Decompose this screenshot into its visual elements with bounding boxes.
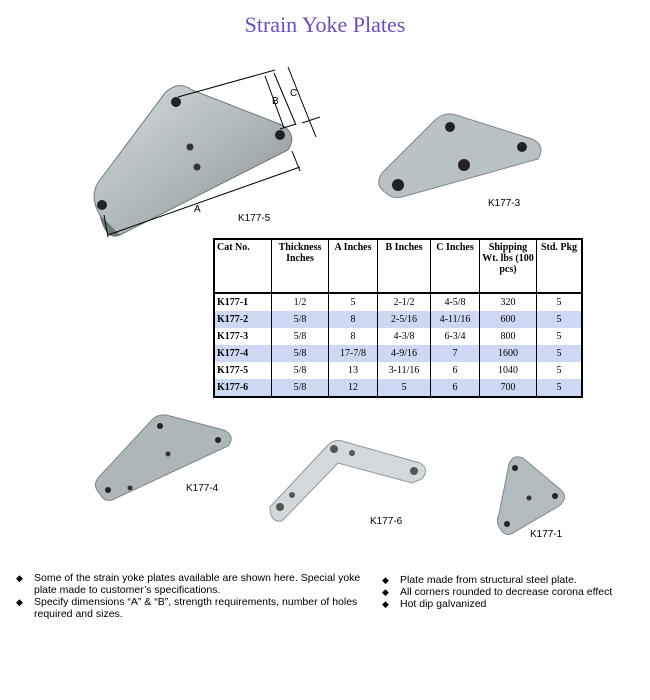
cell-cat: K177-6: [214, 379, 272, 397]
cell-pkg: 5: [537, 379, 583, 397]
plate-k177-5-image: [60, 55, 320, 255]
table-row: [214, 293, 582, 311]
cell-c: 6: [431, 362, 480, 379]
cell-thickness: 1/2: [272, 293, 329, 311]
note-item: ◆ Plate made from structural steel plate.: [382, 574, 577, 586]
cell-c: 4-11/16: [431, 311, 480, 328]
header-thickness: Thickness Inches: [272, 239, 329, 293]
cell-shipping: 600: [480, 311, 537, 328]
cell-shipping: 1600: [480, 345, 537, 362]
header-cat-no: Cat No.: [214, 239, 272, 293]
cell-c: 7: [431, 345, 480, 362]
cell-a: 8: [329, 328, 378, 345]
cell-a: 17-7/8: [329, 345, 378, 362]
bullet-diamond-icon: ◆: [382, 587, 389, 597]
cell-thickness: 5/8: [272, 379, 329, 397]
cell-a: 5: [329, 293, 378, 311]
cell-pkg: 5: [556, 331, 562, 342]
table-row: [214, 362, 582, 379]
note-item: ◆ All corners rounded to decrease corona effect: [382, 586, 613, 598]
table-header-row: [214, 239, 582, 293]
specification-table: [213, 238, 583, 398]
plate-k177-3-image: [372, 105, 552, 205]
plate-k177-4-label: K177-4: [186, 483, 219, 494]
cell-b: 4-3/8: [378, 328, 431, 345]
header-a: A Inches: [329, 239, 378, 293]
dim-label-b: B: [272, 96, 279, 107]
cell-a: 12: [329, 379, 378, 397]
header-b: B Inches: [378, 239, 431, 293]
cell-shipping: 700: [480, 379, 537, 397]
cell-a: 8: [329, 311, 378, 328]
cell-pkg: 5: [556, 365, 562, 376]
cell-c: 6: [431, 379, 480, 397]
cell-shipping: 320: [480, 293, 537, 311]
cell-shipping: 800: [480, 328, 537, 345]
plate-k177-6-label: K177-6: [370, 516, 403, 527]
note-item: ◆ Hot dip galvanized: [382, 598, 487, 610]
cell-b: 2-5/16: [378, 311, 431, 328]
cell-thickness: 5/8: [272, 345, 329, 362]
cell-b: 3-11/16: [378, 362, 431, 379]
notes-right: [380, 574, 645, 610]
cell-a: 13: [329, 362, 378, 379]
cell-cat: K177-4: [214, 345, 272, 362]
cell-pkg: 5: [556, 297, 562, 308]
note-item: ◆ Some of the strain yoke plates available are shown here. Special yoke plate made to customer’s specifications.: [16, 572, 361, 596]
cell-cat: K177-5: [214, 362, 272, 379]
cell-thickness: 5/8: [272, 328, 329, 345]
cell-thickness: 5/8: [272, 311, 329, 328]
notes-left: [14, 572, 374, 620]
note-item: ◆ Specify dimensions “A” & “B”, strength requirements, number of holes required and sizes.: [16, 596, 358, 620]
cell-b: 2-1/2: [378, 293, 431, 311]
cell-b: 4-9/16: [378, 345, 431, 362]
cell-shipping: 1040: [480, 362, 537, 379]
plate-k177-1-image: [495, 452, 570, 537]
cell-c: 6-3/4: [431, 328, 480, 345]
plate-k177-3-label: K177-3: [488, 198, 521, 209]
plate-k177-1-label: K177-1: [530, 529, 563, 540]
table-row: [214, 345, 582, 362]
header-std-pkg: Std. Pkg: [537, 239, 583, 293]
bullet-diamond-icon: ◆: [16, 597, 23, 607]
bullet-diamond-icon: ◆: [382, 575, 389, 585]
bullet-diamond-icon: ◆: [382, 599, 389, 609]
plate-k177-5-label: K177-5: [238, 213, 271, 224]
cell-cat: K177-3: [214, 328, 272, 345]
plate-k177-6-image: [262, 435, 432, 525]
table-row: [214, 379, 582, 397]
header-c: C Inches: [431, 239, 480, 293]
dim-label-a: A: [194, 204, 201, 215]
cell-thickness: 5/8: [272, 362, 329, 379]
cell-b: 5: [378, 379, 431, 397]
dim-label-c: C: [290, 88, 298, 99]
page-title: Strain Yoke Plates: [244, 12, 406, 37]
cell-pkg: 5: [537, 311, 583, 328]
header-shipping: Shipping Wt. lbs (100 pcs): [480, 239, 537, 293]
table-row: [214, 328, 582, 345]
table-row: [214, 311, 582, 328]
bullet-diamond-icon: ◆: [16, 573, 23, 583]
cell-cat: K177-2: [214, 311, 272, 328]
cell-c: 4-5/8: [431, 293, 480, 311]
cell-pkg: 5: [537, 345, 583, 362]
cell-cat: K177-1: [214, 293, 272, 311]
